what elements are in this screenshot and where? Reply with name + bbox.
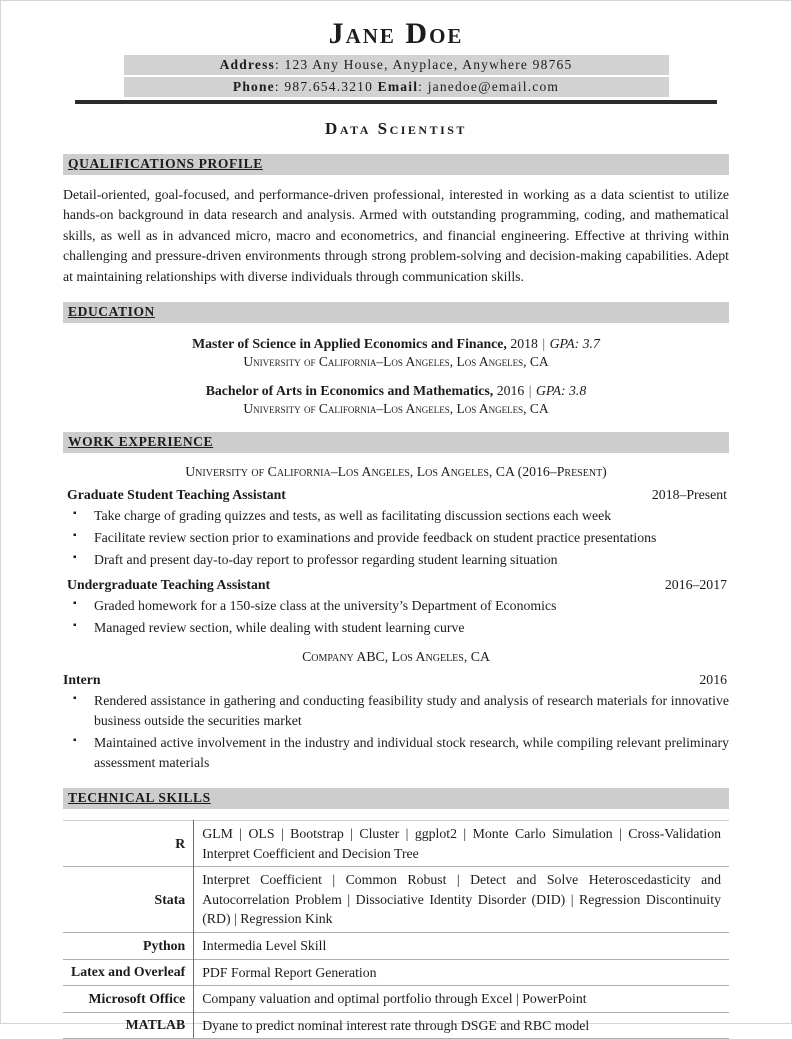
employer-name: University of California–Los Angeles, Los Angeles, CA (2016–Present) <box>185 464 607 480</box>
bullet-item: ▪ Managed review section, while dealing with student learning curve <box>63 618 729 638</box>
skills-row <box>63 867 729 933</box>
role-dates: 2016 <box>699 672 727 688</box>
email-value: : janedoe@email.com <box>418 79 560 94</box>
role-row <box>63 672 729 689</box>
skill-desc: GLM | OLS | Bootstrap | Cluster | ggplot2 | Monte Carlo Simulation | Cross-Validation Interpret Coefficient and Decision Tree <box>194 821 729 867</box>
skill-tool: Python <box>63 932 194 959</box>
section-heading-technical-skills <box>63 788 729 809</box>
section-heading-text: WORK EXPERIENCE <box>68 434 214 450</box>
skills-row <box>63 959 729 986</box>
skill-tool: Latex and Overleaf <box>63 959 194 986</box>
role-dates: 2018–Present <box>651 487 727 503</box>
skills-row <box>63 821 729 867</box>
skill-desc: Intermedia Level Skill <box>194 932 729 959</box>
role-row <box>63 487 729 504</box>
bullet-item: ▪ Rendered assistance in gathering and conducting feasibility study and analysis of research materials for innovative business outside the securities market <box>63 691 729 731</box>
bullet-list <box>63 691 729 773</box>
degree-line <box>63 383 729 399</box>
bullet-item: ▪ Graded homework for a 150-size class at the university’s Department of Economics <box>63 596 729 616</box>
degree-year: 2018 <box>510 336 538 352</box>
gpa-value: GPA: 3.7 <box>549 336 600 352</box>
skill-tool: Microsoft Office <box>63 986 194 1013</box>
phone-email-line <box>124 77 669 97</box>
role-title: Undergraduate Teaching Assistant <box>67 577 271 593</box>
separator: | <box>542 336 546 352</box>
email-label: Email <box>377 79 419 94</box>
section-heading-text: QUALIFICATIONS PROFILE <box>68 156 263 171</box>
education-entry <box>63 336 729 370</box>
role-dates: 2016–2017 <box>664 577 727 593</box>
bullet-item: ▪ Facilitate review section prior to examinations and provide feedback on student practice presentations <box>63 528 729 548</box>
address-value: : 123 Any House, Anyplace, Anywhere 98765 <box>275 57 573 72</box>
bullet-list <box>63 506 729 570</box>
skill-tool: R <box>63 821 194 867</box>
degree-year: 2016 <box>496 383 525 399</box>
section-heading-education <box>63 302 729 323</box>
employer-name: Company ABC, Los Angeles, CA <box>302 649 490 665</box>
skill-tool: Stata <box>63 867 194 933</box>
section-heading-text: EDUCATION <box>68 304 155 320</box>
degree-name: Master of Science in Applied Economics and Finance, <box>192 336 507 352</box>
section-heading-work-experience <box>63 432 729 453</box>
bullet-item: ▪ Draft and present day-to-day report to professor regarding student learning situation <box>63 550 729 570</box>
degree-name: Bachelor of Arts in Economics and Mathematics, <box>205 383 494 399</box>
role-title: Intern <box>63 672 101 688</box>
address-line <box>124 55 669 75</box>
bullet-item: ▪ Take charge of grading quizzes and tests, as well as facilitating discussion sections each week <box>63 506 729 526</box>
role-title: Graduate Student Teaching Assistant <box>67 487 286 503</box>
address-label: Address <box>219 57 275 72</box>
section-heading-text: TECHNICAL SKILLS <box>68 790 211 806</box>
skill-desc: Company valuation and optimal portfolio through Excel | PowerPoint <box>194 986 729 1013</box>
education-entry <box>63 383 729 417</box>
degree-line <box>63 336 729 352</box>
candidate-name: Jane Doe <box>328 17 464 50</box>
skills-row <box>63 932 729 959</box>
gpa-value: GPA: 3.8 <box>535 383 587 399</box>
school-line: University of California–Los Angeles, Los Angeles, CA <box>243 401 549 417</box>
bullet-item: ▪ Maintained active involvement in the industry and individual stock research, while compiling relevant preliminary assessment materials <box>63 733 729 773</box>
skills-row <box>63 986 729 1013</box>
bullet-list <box>63 596 729 638</box>
phone-value: : 987.654.3210 <box>274 79 374 94</box>
phone-label: Phone <box>232 79 275 94</box>
skill-tool: MATLAB <box>63 1012 194 1039</box>
skills-row <box>63 1012 729 1039</box>
separator: | <box>528 383 532 399</box>
school-line: University of California–Los Angeles, Los Angeles, CA <box>243 354 549 370</box>
skill-desc: Dyane to predict nominal interest rate through DSGE and RBC model <box>194 1012 729 1039</box>
job-title: Data Scientist <box>325 119 467 138</box>
skill-desc: PDF Formal Report Generation <box>194 959 729 986</box>
skills-table <box>63 820 729 1039</box>
role-row <box>63 577 729 594</box>
qualifications-summary: Detail-oriented, goal-focused, and performance-driven professional, interested in working as a data scientist to utilize hands-on background in data research and analysis. Armed with outstanding programming, coding, and mathematical skills, as well as in advanced micro, macro and econometrics, and financial engineering. Effective at thriving within challenging and pressure-driven environments through strong problem-solving and decision-making capabilities. Adept at maintaining relationships with diverse individuals through communication skills. <box>63 187 729 284</box>
skill-desc: Interpret Coefficient | Common Robust | Detect and Solve Heteroscedasticity and Autocorrelation Problem | Dissociative Identity Disorder (DID) | Regression Discontinuity (RD) | Regression Kink <box>194 867 729 933</box>
contact-block <box>75 55 717 104</box>
section-heading-qualifications <box>63 154 729 175</box>
